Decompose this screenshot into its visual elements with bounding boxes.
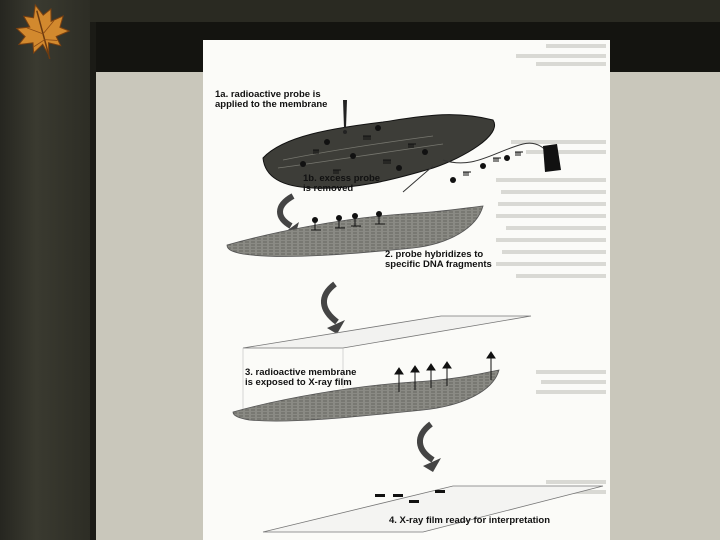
maple-leaf-icon: [2, 0, 88, 70]
southern-blot-figure: [203, 40, 610, 540]
arrow-1-to-2: [280, 196, 293, 226]
left-frame: [0, 0, 90, 540]
label-step-1b: 1b. excess probe is removed: [303, 173, 381, 194]
label-step-1a: 1a. radioactive probe is applied to the membrane: [215, 89, 328, 110]
waste-beaker: [543, 144, 561, 172]
pipette-tip: [343, 100, 347, 128]
excess-probe-molecules: [463, 152, 523, 176]
label-step-3: 3. radioactive membrane is exposed to X-ray film: [245, 367, 357, 388]
top-frame: [0, 0, 720, 22]
label-step-4: 4. X-ray film ready for interpretation: [389, 515, 551, 526]
xray-film-3: [243, 316, 531, 348]
label-step-2: 2. probe hybridizes to specific DNA fragments: [385, 249, 492, 270]
diagram-drawing: [203, 40, 610, 540]
arrow-3-to-4: [420, 424, 433, 460]
arrow-2-to-3: [324, 284, 337, 322]
